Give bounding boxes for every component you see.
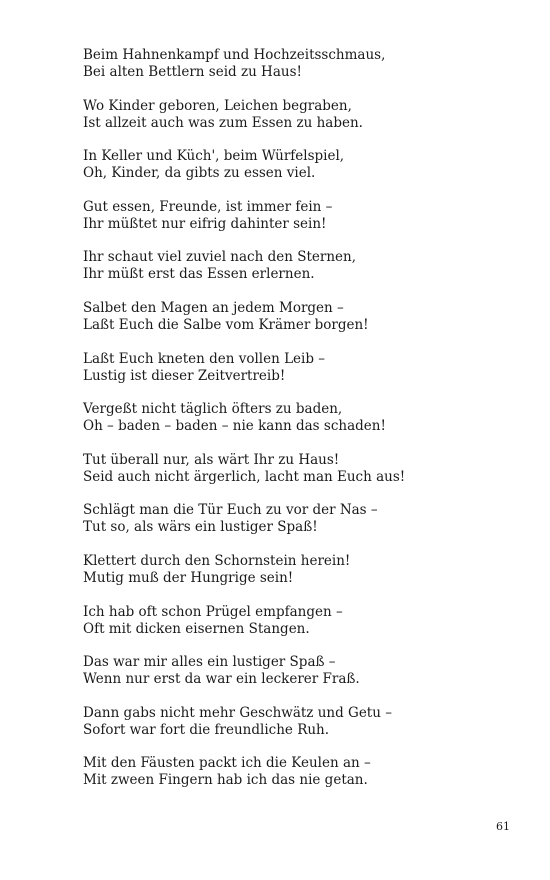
stanza <box>83 47 523 81</box>
poem-line: In Keller und Küch', beim Würfelspiel, <box>83 148 345 165</box>
stanza <box>83 401 523 435</box>
poem-line: Klettert durch den Schornstein herein! <box>83 552 351 569</box>
stanza <box>83 604 523 638</box>
poem-line: Tut überall nur, als wärt Ihr zu Haus! <box>83 451 340 468</box>
poem <box>83 47 523 806</box>
poem-line: Mutig muß der Hungrige sein! <box>83 569 294 586</box>
stanza <box>83 199 523 233</box>
stanza <box>83 755 523 789</box>
poem-line: Oh – baden – baden – nie kann das schaden! <box>83 418 386 435</box>
poem-line: Ich hab oft schon Prügel empfangen – <box>83 603 343 620</box>
page-number: 61 <box>496 820 510 833</box>
poem-line: Laßt Euch kneten den vollen Leib – <box>83 350 326 367</box>
poem-line: Wenn nur erst da war ein leckerer Fraß. <box>83 671 360 688</box>
stanza <box>83 502 523 536</box>
stanza <box>83 654 523 688</box>
poem-line: Bei alten Bettlern seid zu Haus! <box>83 64 302 80</box>
poem-line: Mit den Fäusten packt ich die Keulen an – <box>83 755 371 772</box>
poem-line: Vergeßt nicht täglich öfters zu baden, <box>83 401 343 418</box>
poem-line: Gut essen, Freunde, ist immer fein – <box>83 198 333 215</box>
poem-line: Dann gabs nicht mehr Geschwätz und Getu – <box>83 704 392 721</box>
poem-line: Beim Hahnenkampf und Hochzeitsschmaus, <box>83 47 386 63</box>
stanza <box>83 148 523 182</box>
stanza <box>83 553 523 587</box>
stanza <box>83 452 523 486</box>
poem-line: Salbet den Magen an jedem Morgen – <box>83 299 344 316</box>
poem-line: Ihr müßtet nur eifrig dahinter sein! <box>83 215 327 232</box>
poem-line: Seid auch nicht ärgerlich, lacht man Euch aus! <box>83 468 406 485</box>
poem-line: Ist allzeit auch was zum Essen zu haben. <box>83 114 363 131</box>
poem-line: Wo Kinder geboren, Leichen begraben, <box>83 97 352 114</box>
poem-line: Mit zween Fingern hab ich das nie getan. <box>83 772 368 789</box>
poem-line: Oh, Kinder, da gibts zu essen viel. <box>83 165 316 182</box>
poem-line: Oft mit dicken eisernen Stangen. <box>83 620 310 637</box>
poem-line: Schlägt man die Tür Euch zu vor der Nas – <box>83 502 378 519</box>
poem-line: Sofort war fort die freundliche Ruh. <box>83 721 330 738</box>
stanza <box>83 300 523 334</box>
stanza <box>83 249 523 283</box>
poem-line: Das war mir alles ein lustiger Spaß – <box>83 654 336 671</box>
poem-line: Laßt Euch die Salbe vom Krämer borgen! <box>83 316 369 333</box>
stanza <box>83 705 523 739</box>
stanza <box>83 98 523 132</box>
poem-line: Lustig ist dieser Zeitvertreib! <box>83 367 286 384</box>
poem-line: Ihr müßt erst das Essen erlernen. <box>83 266 315 283</box>
poem-line: Ihr schaut viel zuviel nach den Sternen, <box>83 249 356 266</box>
stanza <box>83 351 523 385</box>
poem-line: Tut so, als wärs ein lustiger Spaß! <box>83 519 318 536</box>
